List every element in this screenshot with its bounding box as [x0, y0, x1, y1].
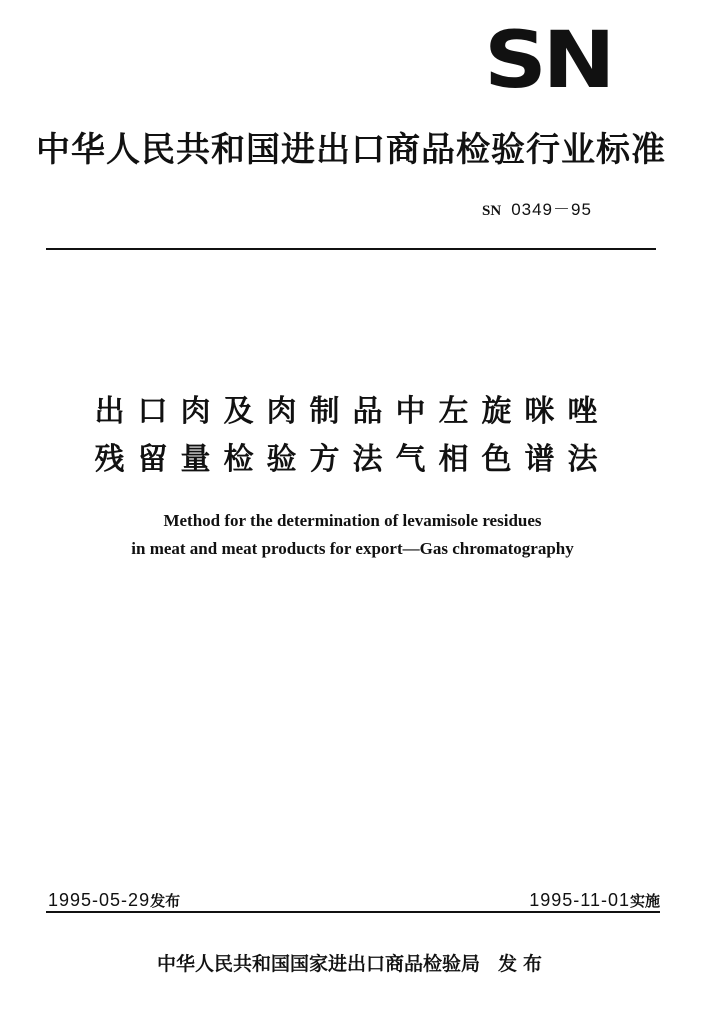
implementation-date-value: 1995-11-01	[529, 890, 630, 910]
standard-category: 中华人民共和国进出口商品检验行业标准	[36, 130, 666, 170]
publisher-name: 中华人民共和国国家进出口商品检验局	[156, 953, 480, 975]
standard-code-number: 0349－95	[511, 200, 592, 219]
publisher	[0, 950, 705, 978]
bottom-divider	[46, 911, 660, 913]
publisher-action: 发布	[498, 953, 549, 975]
implementation-date	[529, 888, 660, 913]
sn-logo: SN	[484, 16, 612, 106]
standard-code	[482, 198, 592, 223]
chinese-title-line2: 残留量检验方法气相色谱法	[94, 442, 611, 477]
issue-date	[48, 888, 180, 913]
issue-date-value: 1995-05-29	[48, 890, 151, 910]
standard-code-prefix: SN	[482, 203, 502, 219]
english-title-line1: Method for the determination of levamisole residues	[163, 511, 542, 530]
chinese-title-line1: 出口肉及肉制品中左旋咪唑	[94, 394, 611, 429]
issue-date-suffix: 发布	[150, 892, 181, 910]
english-title-line2: in meat and meat products for export—Gas chromatography	[131, 539, 574, 558]
top-divider	[46, 248, 656, 250]
implementation-date-suffix: 实施	[629, 892, 660, 910]
